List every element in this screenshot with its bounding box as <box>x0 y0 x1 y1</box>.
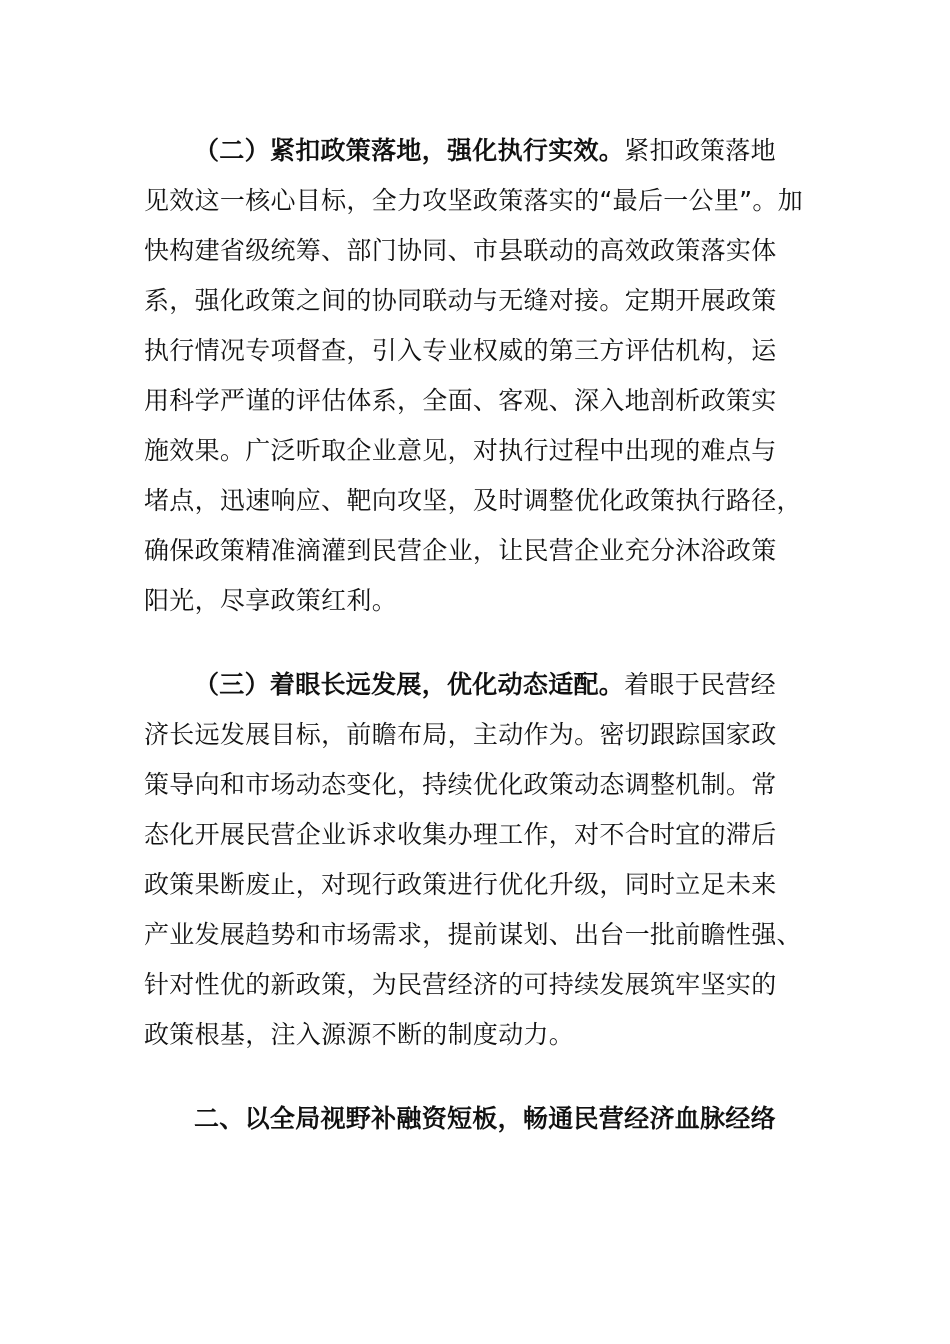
section-2-heading: （二）紧扣政策落地，强化执行实效。 <box>194 136 625 165</box>
section-3-first-line <box>194 668 874 702</box>
section-2-first-line <box>194 134 874 168</box>
section-3-line-3: 策导向和市场动态变化，持续优化政策动态调整机制。常 <box>144 770 777 799</box>
section-2-line-8: 堵点，迅速响应、靶向攻坚，及时调整优化政策执行路径， <box>144 486 802 515</box>
section-3-heading: （三）着眼长远发展，优化动态适配。 <box>194 670 625 699</box>
section-2-line-1-text: 紧扣政策落地 <box>624 136 776 165</box>
section-3-line-4: 态化开展民营企业诉求收集办理工作，对不合时宜的滞后 <box>144 820 777 849</box>
section-3-line-6: 产业发展趋势和市场需求，提前谋划、出台一批前瞻性强、 <box>144 920 802 949</box>
section-2-line-9: 确保政策精准滴灌到民营企业，让民营企业充分沐浴政策 <box>144 536 777 565</box>
section-3-line-5: 政策果断废止，对现行政策进行优化升级，同时立足未来 <box>144 870 777 899</box>
section-2-line-7: 施效果。广泛听取企业意见，对执行过程中出现的难点与 <box>144 436 777 465</box>
section-3-line-2: 济长远发展目标，前瞻布局，主动作为。密切跟踪国家政 <box>144 720 777 749</box>
chapter-2-heading: 二、以全局视野补融资短板，畅通民营经济血脉经络 <box>194 1104 776 1133</box>
section-3-line-8: 政策根基，注入源源不断的制度动力。 <box>144 1020 575 1049</box>
section-2-line-10: 阳光，尽享政策红利。 <box>144 586 398 615</box>
section-3-line-1-text: 着眼于民营经 <box>624 670 776 699</box>
section-2-line-6: 用科学严谨的评估体系，全面、客观、深入地剖析政策实 <box>144 386 777 415</box>
section-2-line-5: 执行情况专项督查，引入专业权威的第三方评估机构，运 <box>144 336 777 365</box>
section-3-line-7: 针对性优的新政策，为民营经济的可持续发展筑牢坚实的 <box>144 970 777 999</box>
section-2-line-4: 系，强化政策之间的协同联动与无缝对接。定期开展政策 <box>144 286 777 315</box>
section-2-line-3: 快构建省级统筹、部门协同、市县联动的高效政策落实体 <box>144 236 777 265</box>
section-2-line-2: 见效这一核心目标，全力攻坚政策落实的“最后一公里”。加 <box>144 186 804 215</box>
